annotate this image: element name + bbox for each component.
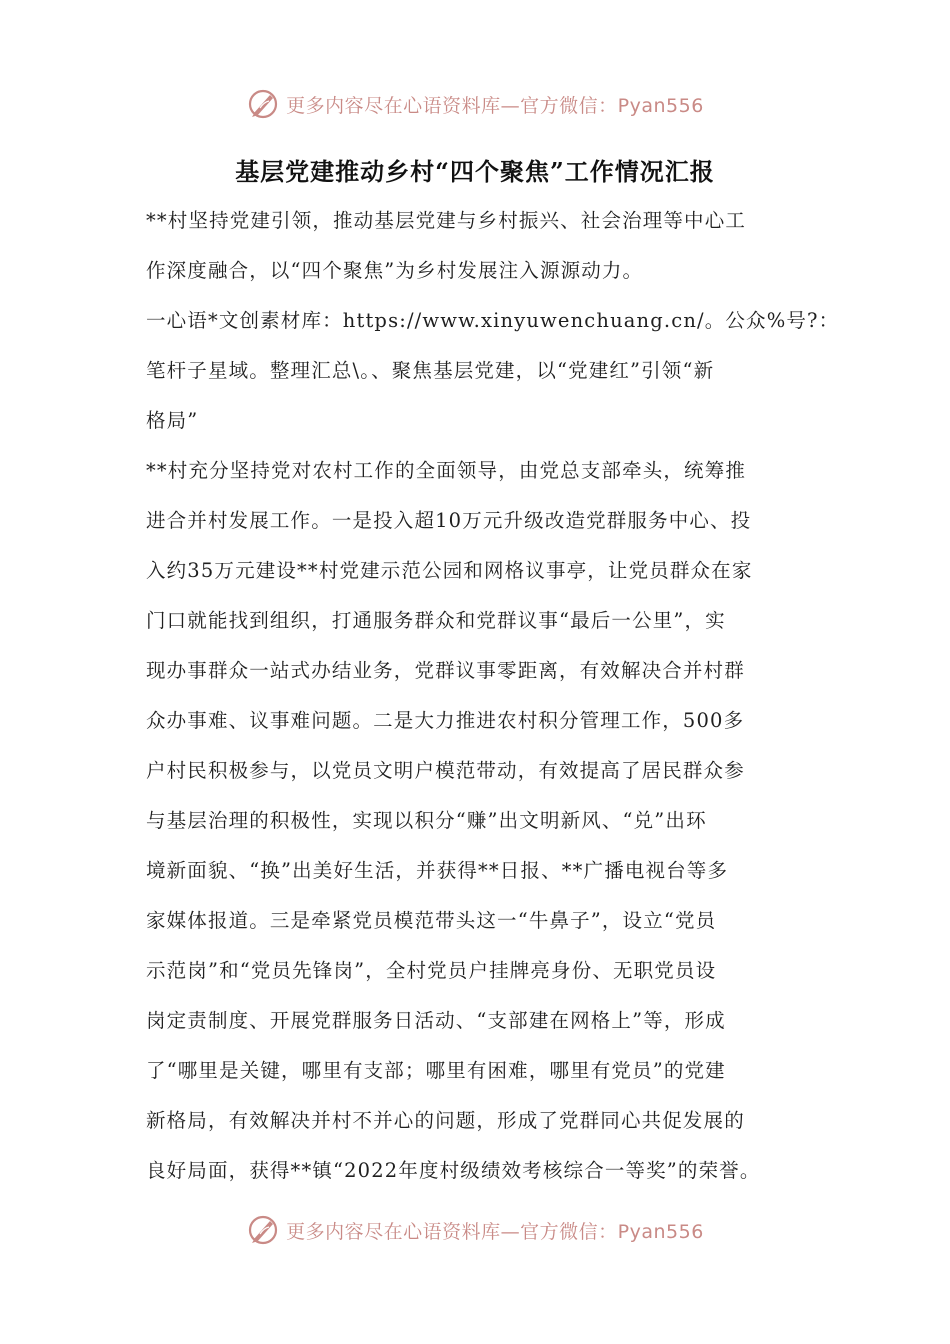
body-line: **村坚持党建引领，推动基层党建与乡村振兴、社会治理等中心工 (146, 209, 747, 232)
watermark-handle: Pyan556 (617, 94, 704, 117)
body-line: 家媒体报道。三是牵紧党员模范带头这一“牛鼻子”，设立“党员 (146, 909, 717, 932)
watermark-text (286, 1217, 704, 1244)
document-body (146, 196, 840, 1196)
watermark-header (0, 82, 950, 126)
body-line: 境新面貌、“换”出美好生活，并获得**日报、**广播电视台等多 (146, 859, 729, 882)
body-line: 笔杆子星域。整理汇总\。、聚焦基层党建，以“党建红”引领“新 (146, 359, 715, 382)
body-line: 了“哪里是关键，哪里有支部；哪里有困难，哪里有党员”的党建 (146, 1059, 726, 1082)
watermark-label: 更多内容尽在心语资料库—官方微信： (286, 94, 618, 117)
body-line: 与基层治理的积极性，实现以积分“赚”出文明新风、“兑”出环 (146, 809, 707, 832)
body-line: **村充分坚持党对农村工作的全面领导，由党总支部牵头，统筹推 (146, 459, 747, 482)
body-line: 示范岗”和“党员先锋岗”，全村党员户挂牌亮身份、无职党员设 (146, 959, 717, 982)
pen-circle-logo-icon (246, 87, 280, 121)
watermark-inner (246, 87, 704, 121)
pen-circle-logo-icon (246, 1213, 280, 1247)
watermark-label: 更多内容尽在心语资料库—官方微信： (286, 1220, 618, 1243)
body-line: 进合并村发展工作。一是投入超10万元升级改造党群服务中心、投 (146, 509, 752, 532)
document-title: 基层党建推动乡村“四个聚焦”工作情况汇报 (235, 157, 715, 186)
body-line: 入约35万元建设**村党建示范公园和网格议事亭，让党员群众在家 (146, 559, 753, 582)
watermark-inner (246, 1213, 704, 1247)
body-line: 众办事难、议事难问题。二是大力推进农村积分管理工作，500多 (146, 709, 745, 732)
body-line: 户村民积极参与，以党员文明户模范带动，有效提高了居民群众参 (146, 759, 745, 782)
watermark-text (286, 91, 704, 118)
body-line: 格局” (146, 409, 199, 432)
body-line: 现办事群众一站式办结业务，党群议事零距离，有效解决合并村群 (146, 659, 745, 682)
body-line: 岗定责制度、开展党群服务日活动、“支部建在网格上”等，形成 (146, 1009, 726, 1032)
body-line: 作深度融合，以“四个聚焦”为乡村发展注入源源动力。 (146, 259, 644, 282)
body-line: 良好局面，获得**镇“2022年度村级绩效考核综合一等奖”的荣誉。 (146, 1159, 761, 1182)
body-line: 新格局，有效解决并村不并心的问题，形成了党群同心共促发展的 (146, 1109, 745, 1132)
body-line: 门口就能找到组织，打通服务群众和党群议事“最后一公里”，实 (146, 609, 726, 632)
watermark-handle: Pyan556 (617, 1220, 704, 1243)
watermark-footer (0, 1208, 950, 1252)
body-line: 一心语*文创素材库：https://www.xinyuwenchuang.cn/。公众%号?： (146, 309, 840, 332)
